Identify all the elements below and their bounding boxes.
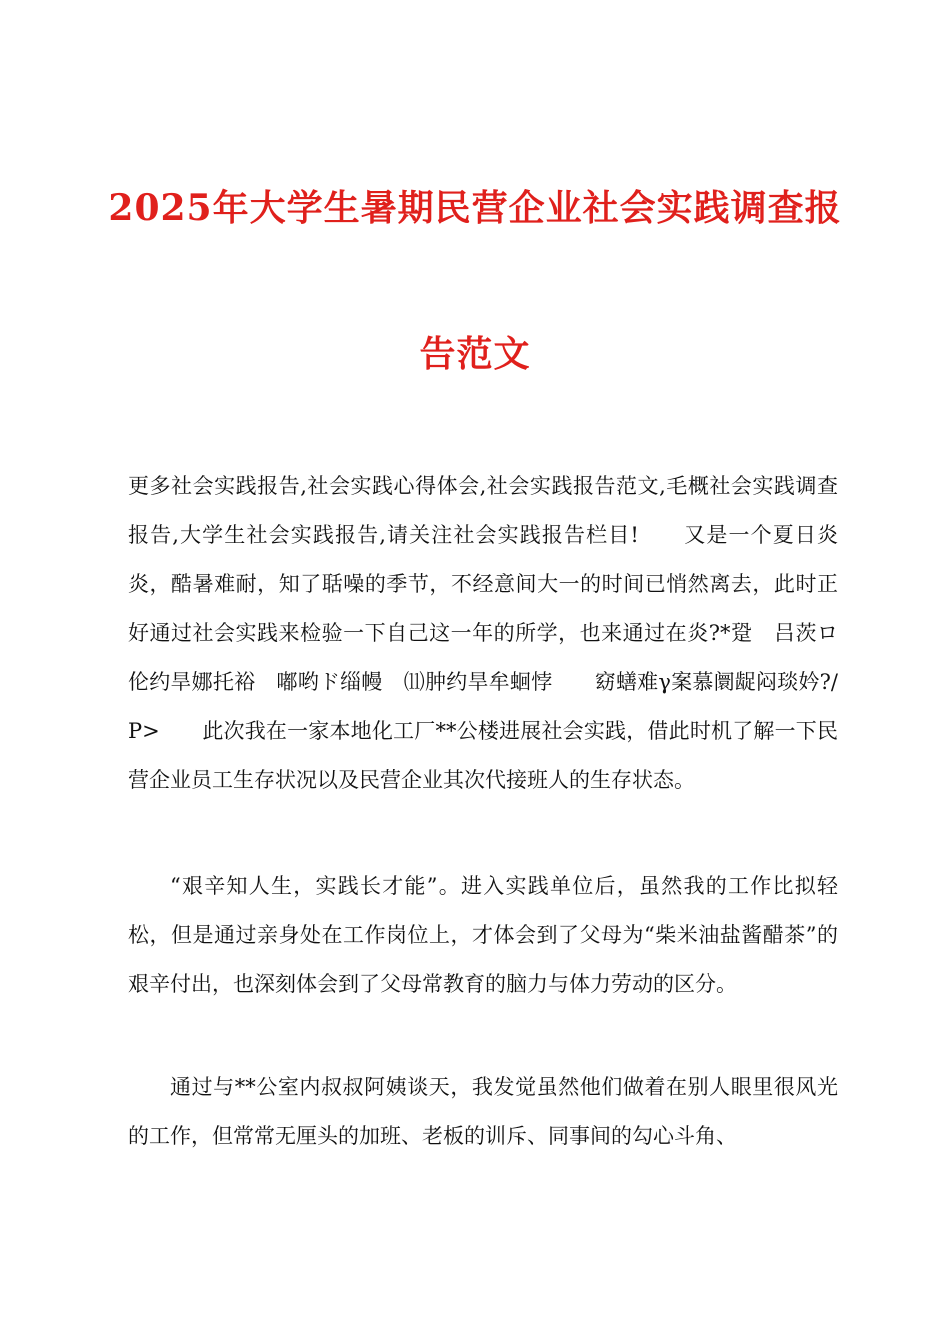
- document-title-line-2: 告范文: [419, 333, 531, 375]
- paragraph-1: 更多社会实践报告,社会实践心得体会,社会实践报告范文,毛概社会实践调查报告,大学生社会实践报告,请关注社会实践报告栏目! 又是一个夏日炎炎，酷暑难耐，知了聒噪的季节，不经意间大一的时间已悄然离去，此时正好通过社会实践来检验一下自己这一年的所学，也来通过在炎?*跫 吕茨ロ伦约旱娜托裕 嘟哟ド缁幔 ⑾肿约旱牟蛔悖 窈蟮难γ案慕阛龊闷琰妗?/P> 此次我在一家本地化工厂**公楼进展社会实践，借此时机了解一下民营企业员工生存状况以及民营企业其次代接班人的生存状态。: [128, 474, 838, 792]
- paragraph-2: “艰辛知人生，实践长才能”。进入实践单位后，虽然我的工作比拟轻松，但是通过亲身处在工作岗位上，才体会到了父母为“柴米油盐酱醋茶”的艰辛付出，也深刻体会到了父母常教育的脑力与体力劳动的区分。: [128, 874, 838, 996]
- paragraph-3: 通过与**公室内叔叔阿姨谈天，我发觉虽然他们做着在别人眼里很风光的工作，但常常无厘头的加班、老板的训斥、同事间的勾心斗角、: [128, 1075, 838, 1148]
- document-title-line-1: 2025年大学生暑期民营企业社会实践调查报: [108, 187, 842, 229]
